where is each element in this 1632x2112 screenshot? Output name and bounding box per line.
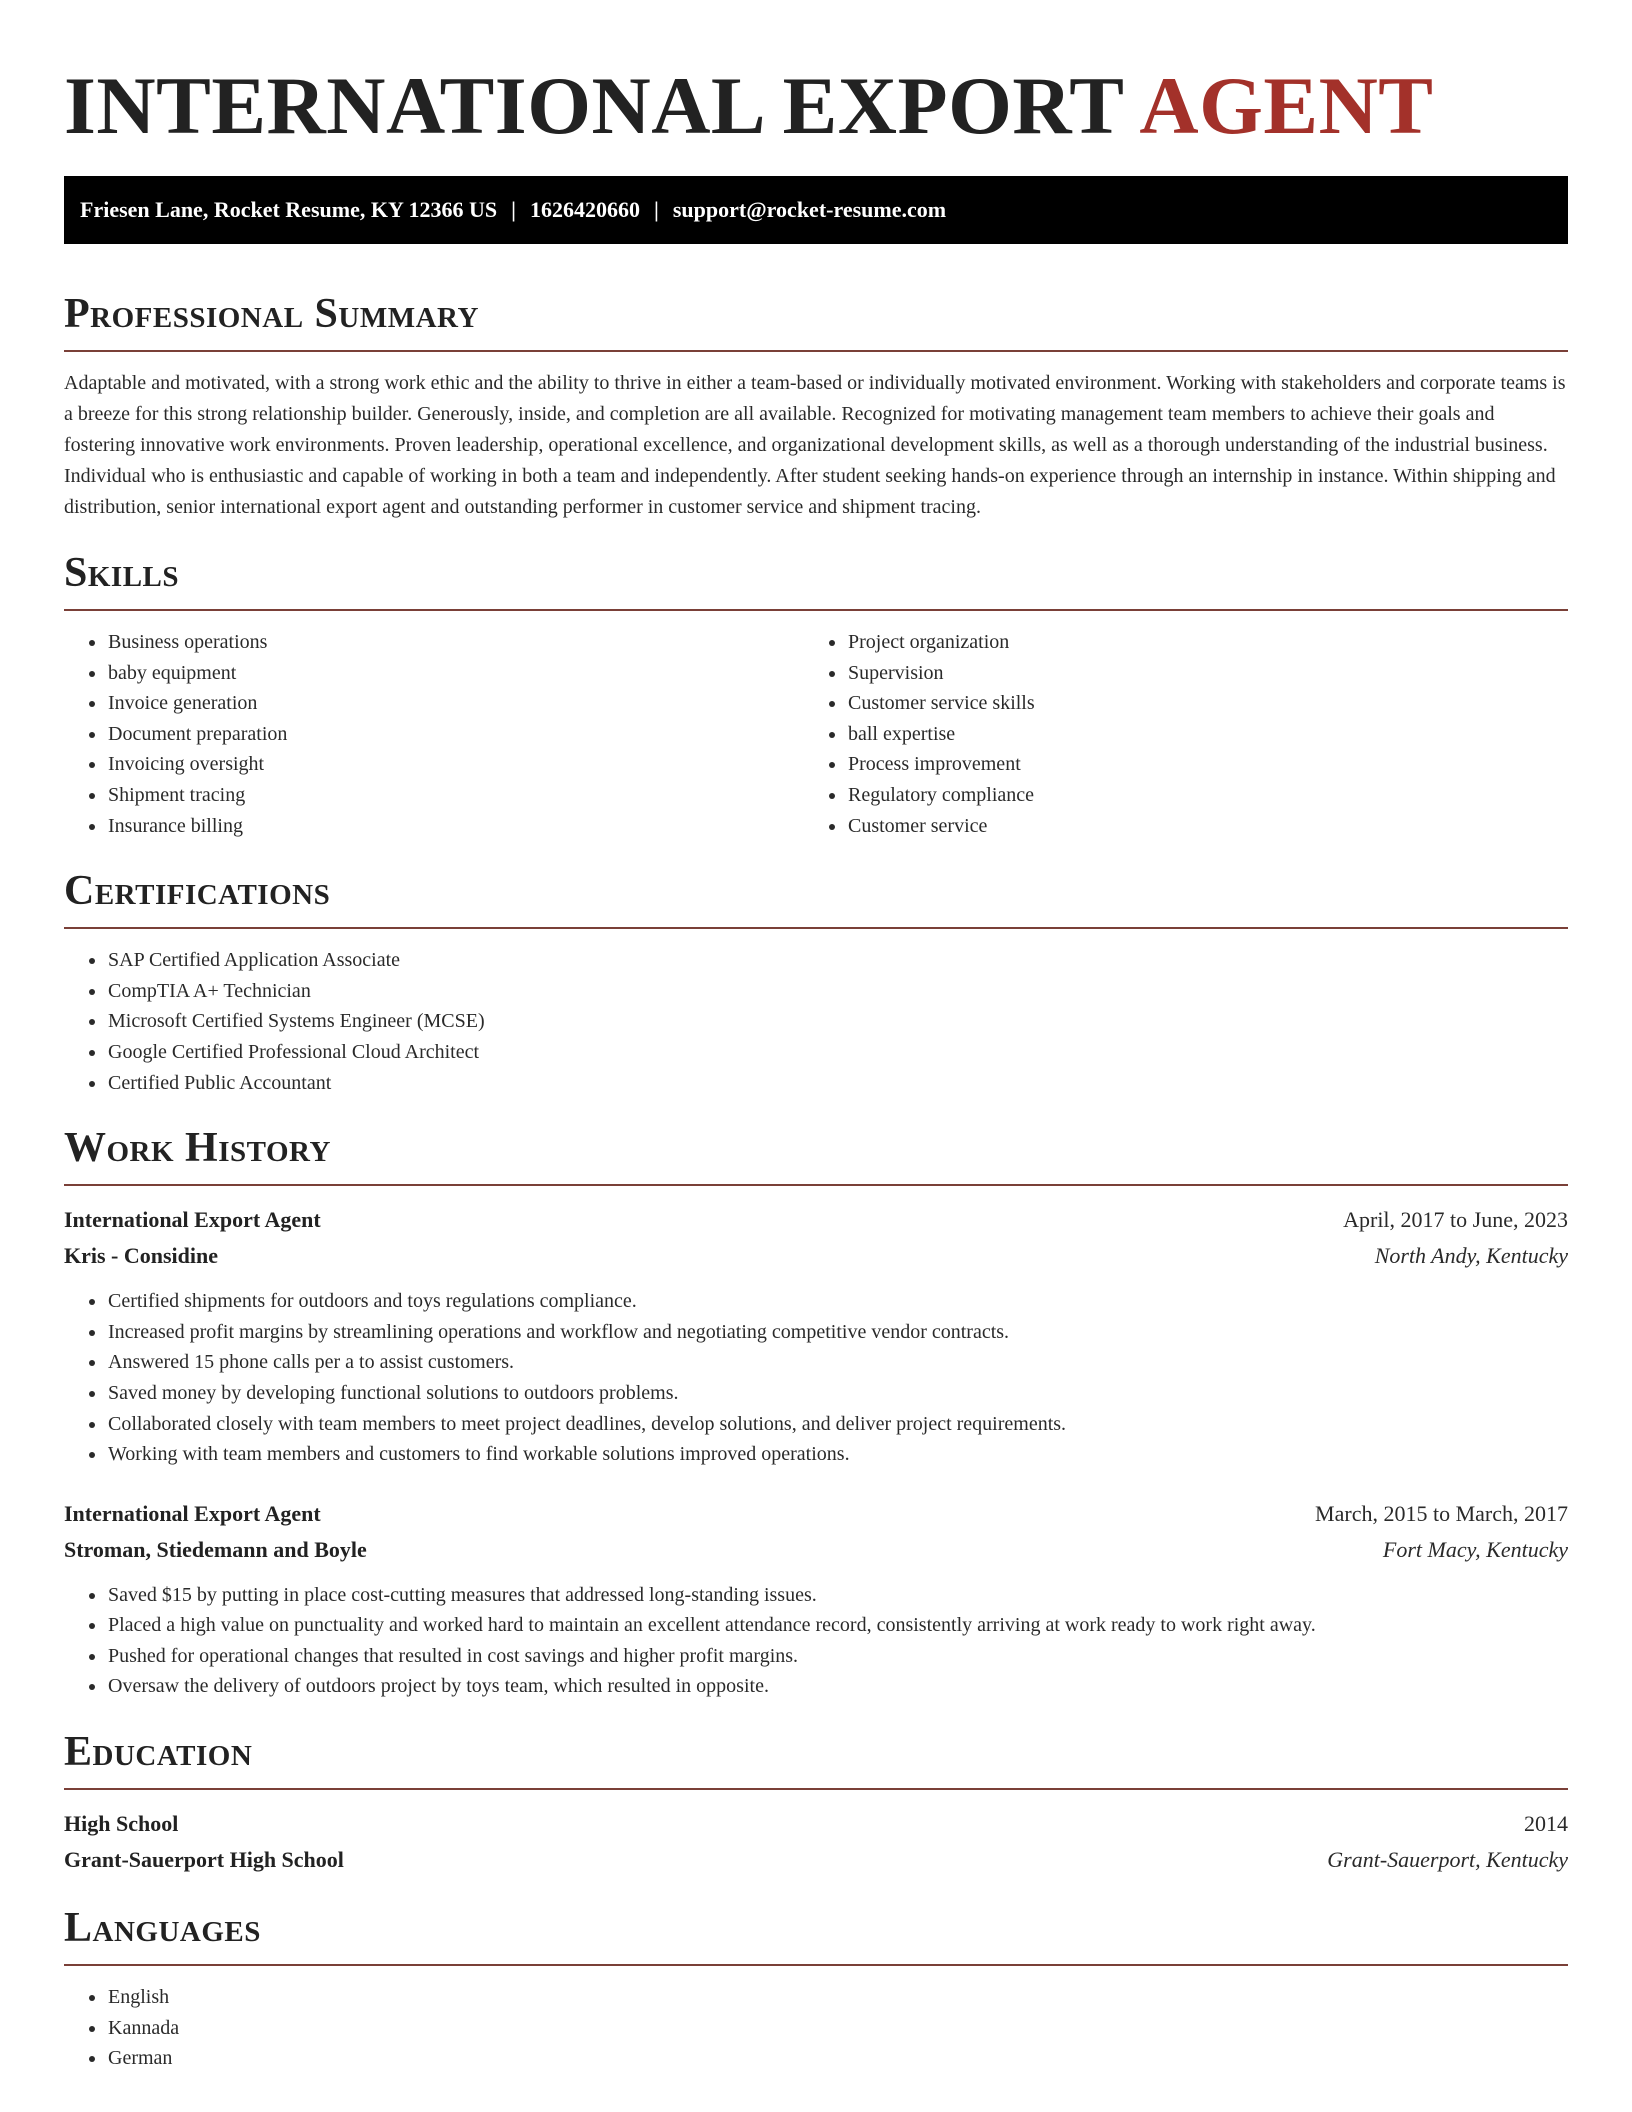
- skills-column-left: [64, 627, 804, 841]
- contact-separator: |: [511, 197, 516, 222]
- job-duty-item: • Working with team members and customers to find workable solutions improved operations.: [107, 1439, 1568, 1470]
- job-entry: [64, 1496, 1568, 1702]
- skill-item: • ball expertise: [847, 719, 1544, 750]
- job-subheader: [64, 1532, 1568, 1568]
- section-divider: [64, 609, 1568, 611]
- job-duty-item: • Collaborated closely with team members to meet project deadlines, develop solutions, and deliver project requirements.: [107, 1409, 1568, 1440]
- job-duties: [64, 1286, 1568, 1470]
- job-duty-item: • Increased profit margins by streamlining operations and workflow and negotiating competitive vendor contracts.: [107, 1317, 1568, 1348]
- skills-column-right: [804, 627, 1544, 841]
- job-subheader: [64, 1238, 1568, 1274]
- education-subheader: [64, 1842, 1568, 1878]
- job-duty-item: • Certified shipments for outdoors and toys regulations compliance.: [107, 1286, 1568, 1317]
- certification-item: • Google Certified Professional Cloud Architect: [107, 1037, 1568, 1068]
- section-divider: [64, 927, 1568, 929]
- skill-item: • Invoicing oversight: [107, 749, 804, 780]
- certification-item: • CompTIA A+ Technician: [107, 976, 1568, 1007]
- section-divider: [64, 1184, 1568, 1186]
- job-duty-item: • Saved $15 by putting in place cost-cutting measures that addressed long-standing issues.: [107, 1580, 1568, 1611]
- name-accent: AGENT: [1139, 60, 1434, 151]
- education-header: [64, 1806, 1568, 1842]
- skill-item: • Shipment tracing: [107, 780, 804, 811]
- section-divider: [64, 350, 1568, 352]
- certification-item: • Microsoft Certified Systems Engineer (MCSE): [107, 1006, 1568, 1037]
- job-company: Stroman, Stiedemann and Boyle: [64, 1536, 367, 1562]
- certification-list: [64, 945, 1568, 1098]
- section-title-certifications: Certifications: [64, 868, 331, 915]
- section-title-languages: Languages: [64, 1905, 261, 1952]
- certification-item: • Certified Public Accountant: [107, 1068, 1568, 1099]
- job-dates: April, 2017 to June, 2023: [1343, 1207, 1568, 1233]
- skill-item: • Process improvement: [847, 749, 1544, 780]
- job-duty-item: • Saved money by developing functional solutions to outdoors problems.: [107, 1378, 1568, 1409]
- skill-item: • baby equipment: [107, 658, 804, 689]
- section-title-summary: Professional Summary: [64, 291, 479, 337]
- section-title-skills: Skills: [64, 550, 180, 596]
- job-location: Fort Macy, Kentucky: [1382, 1536, 1568, 1562]
- education-degree: High School: [64, 1811, 179, 1837]
- job-entry: [64, 1202, 1568, 1470]
- contact-email: support@rocket-resume.com: [672, 197, 947, 222]
- skill-item: • Business operations: [107, 627, 804, 658]
- summary-section: [64, 288, 1568, 523]
- job-duty-item: • Answered 15 phone calls per a to assist customers.: [107, 1347, 1568, 1378]
- resume-page: [64, 0, 1568, 2074]
- skills-columns: [64, 627, 1568, 841]
- job-title: International Export Agent: [64, 1207, 321, 1233]
- skills-section: [64, 547, 1568, 841]
- education-location: Grant-Sauerport, Kentucky: [1327, 1847, 1568, 1873]
- education-entry: [64, 1806, 1568, 1878]
- job-header: [64, 1496, 1568, 1532]
- job-location: North Andy, Kentucky: [1374, 1243, 1568, 1269]
- section-divider: [64, 1788, 1568, 1790]
- skill-item: • Document preparation: [107, 719, 804, 750]
- education-school: Grant-Sauerport High School: [64, 1847, 344, 1873]
- skill-item: • Supervision: [847, 658, 1544, 689]
- section-title-education: Education: [64, 1729, 253, 1776]
- section-divider: [64, 1964, 1568, 1966]
- skill-item: • Project organization: [847, 627, 1544, 658]
- skill-item: • Insurance billing: [107, 811, 804, 842]
- language-item: • Kannada: [107, 2013, 1568, 2044]
- work-history-section: [64, 1122, 1568, 1702]
- skill-item: • Customer service: [847, 811, 1544, 842]
- summary-text: Adaptable and motivated, with a strong work ethic and the ability to thrive in either a team-based or individually motivated environment. Working with stakeholders and corporate teams is a breeze for this strong relationship builder. Generously, inside, and completion are all available. Recognized for motivating management team members to achieve their goals and fostering innovative work environments. Proven leadership, operational excellence, and organizational development skills, as well as a thorough understanding of the industrial business. Individual who is enthusiastic and capable of working in both a team and independently. After student seeking hands-on experience through an internship in instance. Within shipping and distribution, senior international export agent and outstanding performer in customer service and shipment tracing.: [64, 372, 1566, 518]
- contact-address: Friesen Lane, Rocket Resume, KY 12366 US: [80, 197, 498, 222]
- job-dates: March, 2015 to March, 2017: [1315, 1500, 1568, 1526]
- name-main: INTERNATIONAL EXPORT: [64, 60, 1123, 151]
- section-title-work-history: Work History: [64, 1125, 331, 1172]
- languages-section: [64, 1902, 1568, 2074]
- language-list: [64, 1982, 1568, 2074]
- education-year: 2014: [1524, 1811, 1568, 1837]
- job-duty-item: • Pushed for operational changes that resulted in cost savings and higher profit margins.: [107, 1641, 1568, 1672]
- skill-item: • Customer service skills: [847, 688, 1544, 719]
- job-header: [64, 1202, 1568, 1238]
- language-item: • English: [107, 1982, 1568, 2013]
- job-duties: [64, 1580, 1568, 1702]
- job-company: Kris - Considine: [64, 1243, 219, 1269]
- certification-item: • SAP Certified Application Associate: [107, 945, 1568, 976]
- certifications-section: [64, 865, 1568, 1098]
- job-title: International Export Agent: [64, 1500, 321, 1526]
- education-section: [64, 1726, 1568, 1878]
- job-duty-item: • Oversaw the delivery of outdoors project by toys team, which resulted in opposite.: [107, 1671, 1568, 1702]
- skill-item: • Regulatory compliance: [847, 780, 1544, 811]
- contact-bar: [64, 176, 1568, 244]
- contact-phone: 1626420660: [530, 197, 640, 222]
- resume-name: [64, 56, 1568, 156]
- job-duty-item: • Placed a high value on punctuality and worked hard to maintain an excellent attendance record, consistently arriving at work ready to work right away.: [107, 1610, 1568, 1641]
- language-item: • German: [107, 2043, 1568, 2074]
- skill-item: • Invoice generation: [107, 688, 804, 719]
- contact-separator: |: [654, 197, 659, 222]
